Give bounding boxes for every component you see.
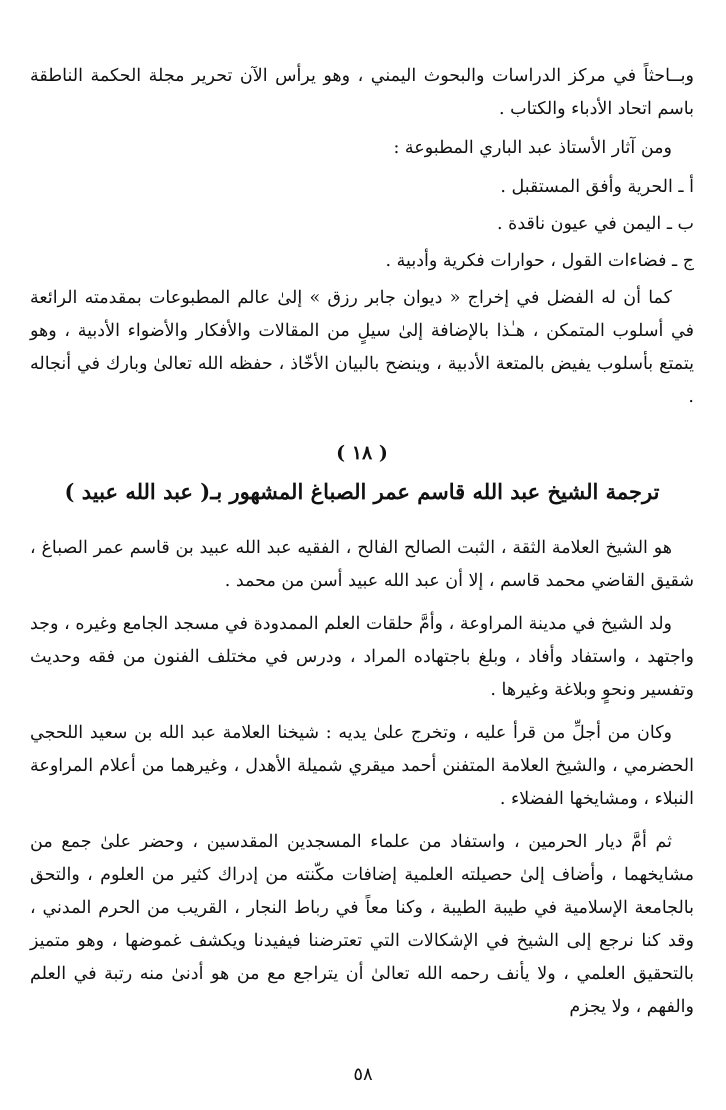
paragraph-credit: كما أن له الفضل في إخراج « ديوان جابر رزق » إلىٰ عالم المطبوعات بمقدمته الرائعة في أسلوب المتمكن ، هـٰذا بالإضافة إلىٰ سيلٍ من المقالات والأفكار والأضواء الأدبية ، وهو يتمتع بأسلوب يفيض بالمتعة الأدبية ، وينضح بالبيان الأخّاذ ، حفظه الله تعالىٰ وبارك في أنجاله . (30, 288, 694, 407)
works-list-item: ج ـ فضاءات القول ، حوارات فكرية وأدبية . (385, 251, 694, 271)
paragraph-intro: وبــاحثاً في مركز الدراسات والبحوث اليمني ، وهو يرأس الآن تحرير مجلة الحكمة الناطقة باسم اتحاد الأدباء والكتاب . (30, 66, 694, 119)
works-list-item: أ ـ الحرية وأفق المستقبل . (500, 177, 694, 197)
page-body (30, 60, 694, 1024)
page-number: ٥٨ (353, 1064, 373, 1085)
section-title: ترجمة الشيخ عبد الله قاسم عمر الصباغ المشهور بـ( عبد الله عبيد ) (64, 479, 660, 504)
paragraph: هو الشيخ العلامة الثقة ، الثبت الصالح الفالح ، الفقيه عبد الله عبيد بن قاسم عمر الصباغ ، شقيق القاضي محمد قاسم ، إلا أن عبد الله عبيد أسن من محمد . (30, 538, 694, 591)
works-intro: ومن آثار الأستاذ عبد الباري المطبوعة : (393, 138, 672, 158)
works-list-item: ب ـ اليمن في عيون ناقدة . (497, 214, 694, 234)
works-list (30, 171, 694, 278)
section-number: ( ١٨ ) (336, 442, 388, 464)
paragraph: وكان من أجلِّ من قرأ عليه ، وتخرج علىٰ يديه : شيخنا العلامة عبد الله بن سعيد اللحجي الحضرمي ، والشيخ العلامة المتفنن أحمد ميقري شميلة الأهدل ، وغيرهما من أعلام المراوعة النبلاء ، ومشايخها الفضلاء . (30, 723, 694, 809)
paragraph: ولد الشيخ في مدينة المراوعة ، وأمَّ حلقات العلم الممدودة في مسجد الجامع وغيره ، وجد واجتهد ، واستفاد وأفاد ، وبلغ باجتهاده المراد ، ودرس في مختلف الفنون من فقه وحديث وتفسير ونحوٍ وبلاغة وغيرها . (30, 614, 694, 700)
paragraph: ثم أمَّ ديار الحرمين ، واستفاد من علماء المسجدين المقدسين ، وحضر علىٰ جمع من مشايخهما ، وأضاف إلىٰ حصيلته العلمية إضافات مكّنته من إدراك كثير من العلوم ، والتحق بالجامعة الإسلامية في طيبة الطيبة ، وكنا معاً في رباط النجار ، القريب من الحرم المدني ، وقد كنا نرجع إلى الشيخ في الإشكالات التي تعترضنا فيفيدنا ويكشف غموضها ، وهو متميز بالتحقيق العلمي ، ولا يأنف رحمه الله تعالىٰ أن يتراجع مع من هو أدنىٰ منه رتبة في العلم والفهم ، ولا يجزم (30, 832, 694, 1017)
